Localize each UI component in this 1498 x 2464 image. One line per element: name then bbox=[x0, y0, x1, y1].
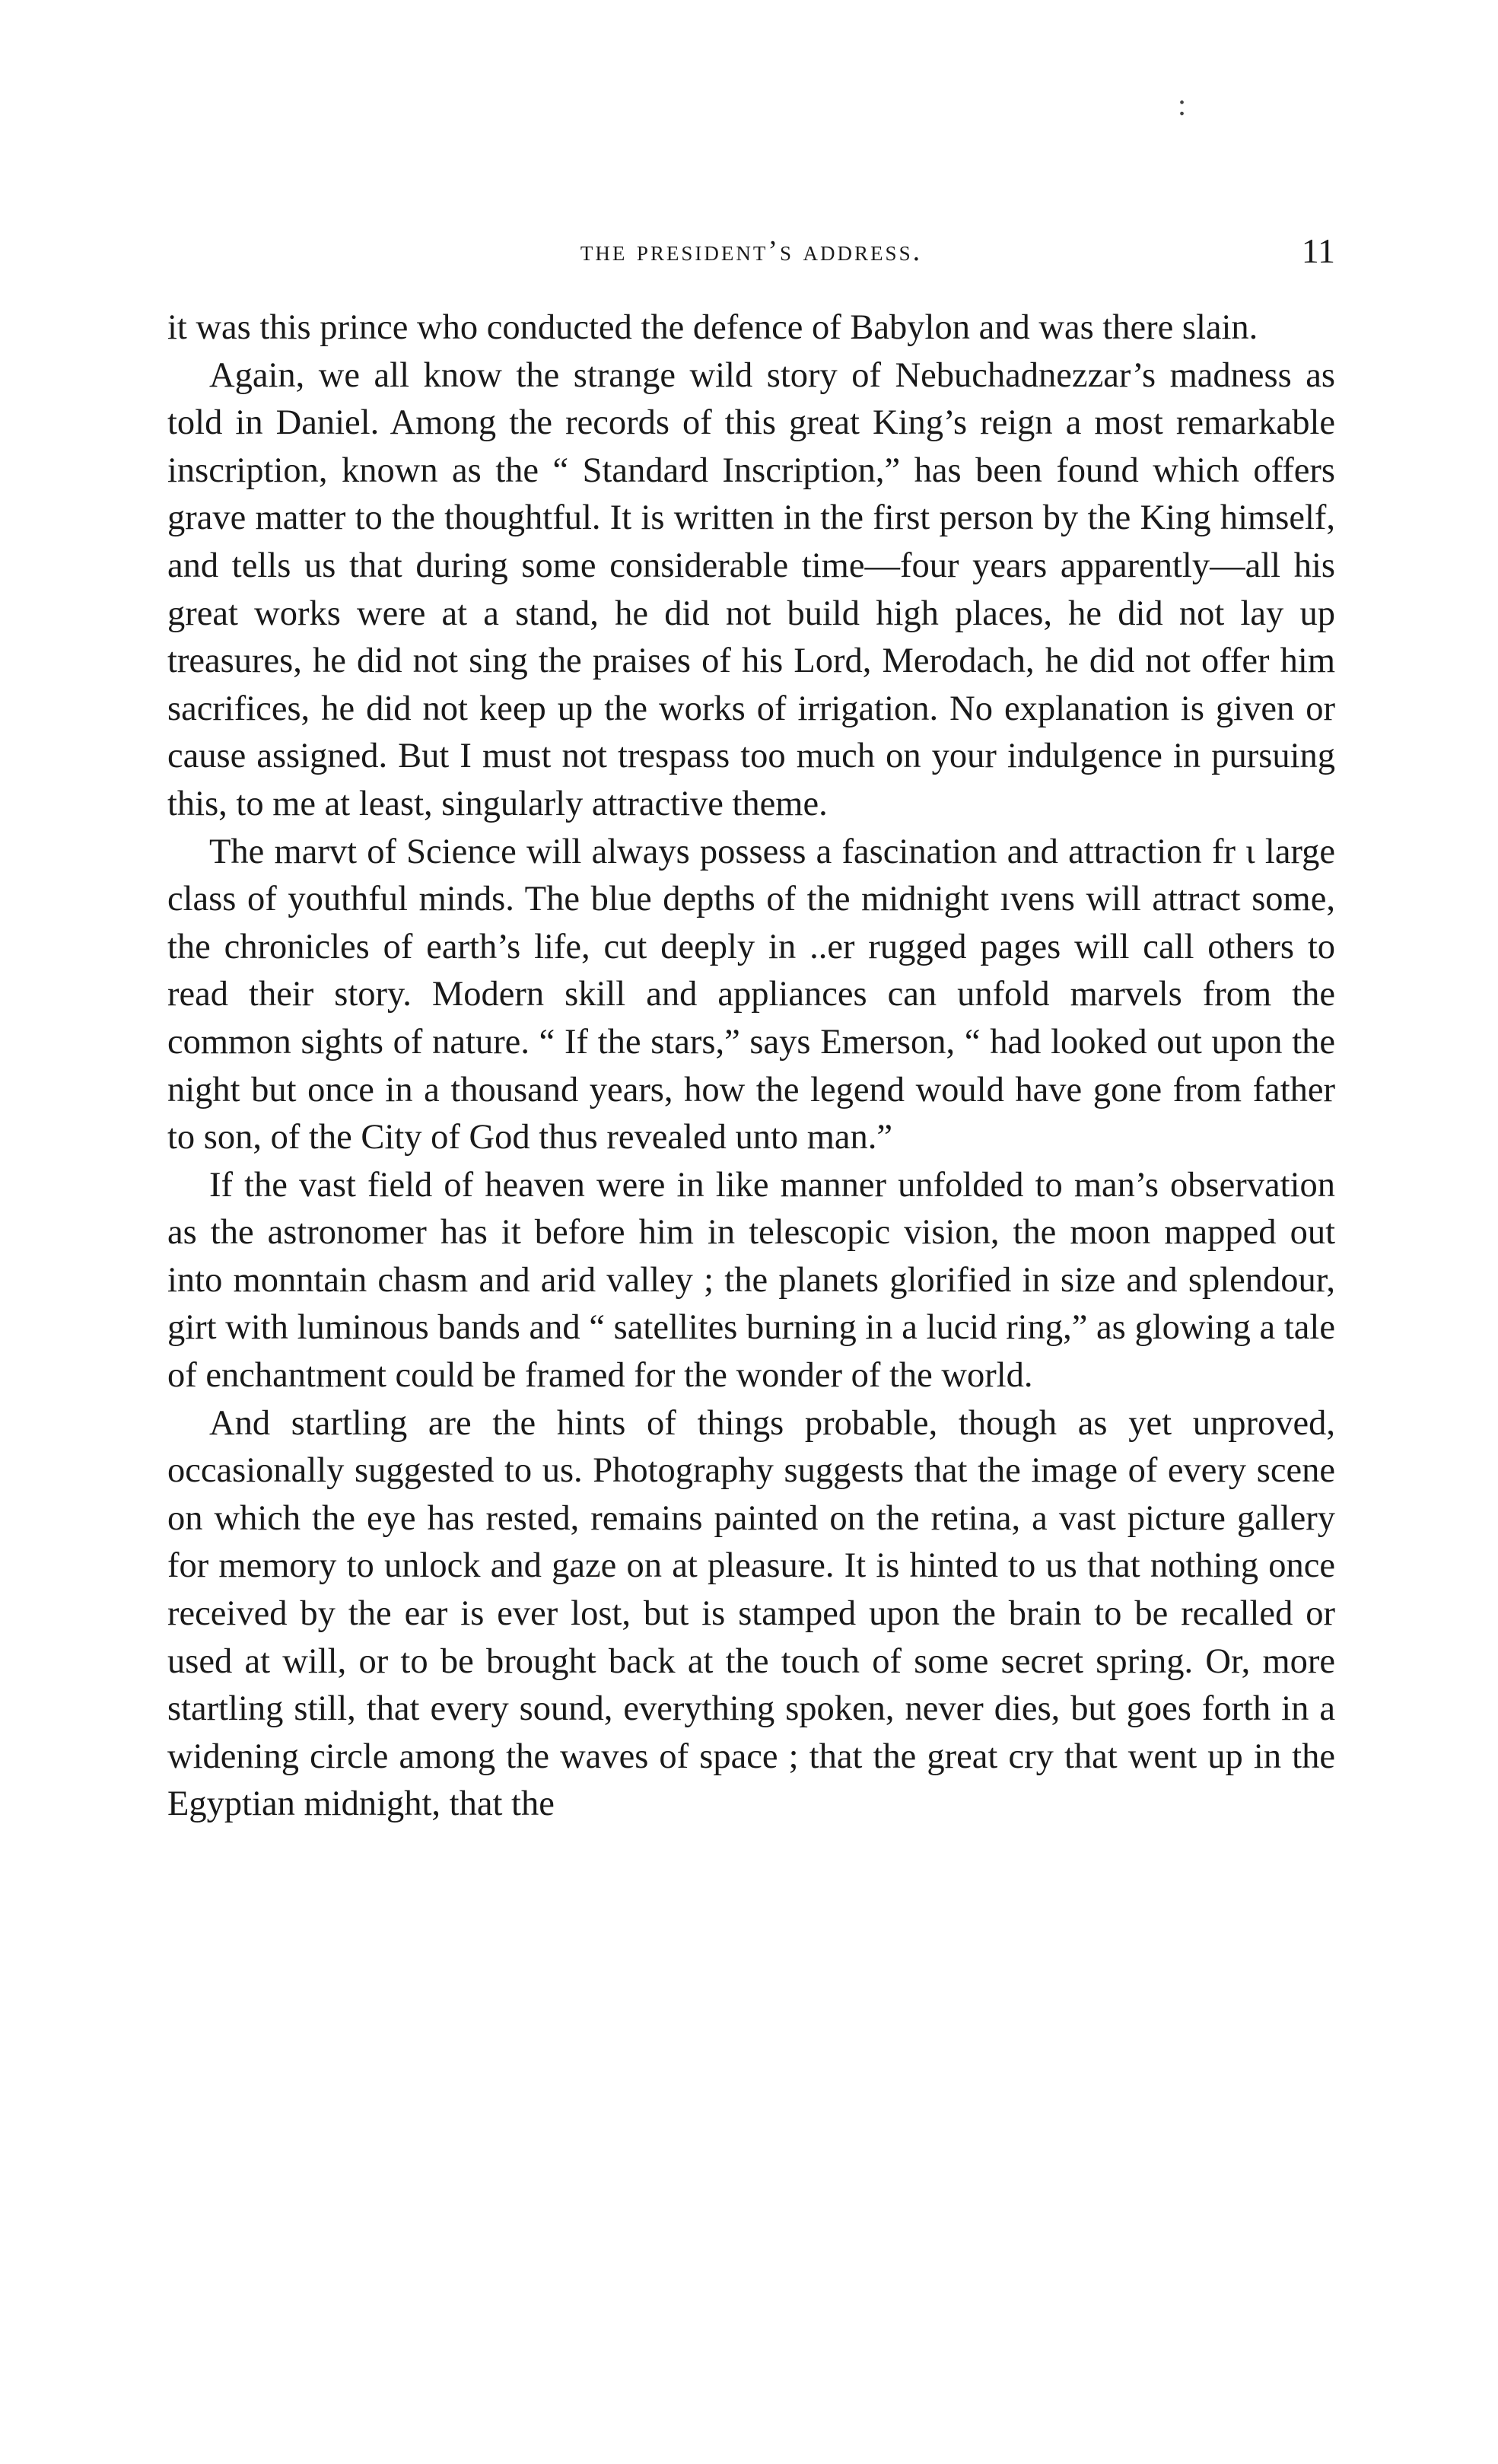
paragraph: Again, we all know the strange wild story of Nebuchadnezzar’s madness as told in Daniel. Among the records of this great King’s reign a most remarkable inscription, known as the “ Standard Inscription,” has been found which offers grave matter to the thoughtful. It is written in the first person by the King himself, and tells us that during some considerable time—four years apparently—all his great works were at a stand, he did not build high places, he did not lay up treasures, he did not sing the praises of his Lord, Merodach, he did not offer him sacrifices, he did not keep up the works of irrigation. No explanation is given or cause assigned. But I must not trespass too much on your indulgence in pursuing this, to me at least, singularly attractive theme. bbox=[167, 355, 1335, 823]
running-title: the president’s address. bbox=[580, 235, 923, 267]
paragraph-continuation: it was this prince who conducted the defence of Babylon and was there slain. bbox=[167, 308, 1258, 347]
body-text bbox=[167, 304, 1335, 1829]
paragraph: The marvt of Science will always possess a fascination and attraction fr ι large class of youthful minds. The blue depths of the midnight ıvens will attract some, the chronicles of earth’s life, cut deeply in ..er rugged pages will call others to read their story. Modern skill and appliances can unfold marvels from the common sights of nature. “ If the stars,” says Emerson, “ had looked out upon the night but once in a thousand years, how the legend would have gone from father to son, of the City of God thus revealed unto man.” bbox=[167, 832, 1335, 1157]
stray-mark: : bbox=[1178, 88, 1187, 122]
running-head bbox=[167, 228, 1335, 274]
page-number: 11 bbox=[1301, 231, 1335, 270]
paragraph: If the vast field of heaven were in like manner unfolded to man’s observation as the astronomer has it before him in telescopic vision, the moon mapped out into monntain chasm and arid valley ; the planets glorified in size and splendour, girt with luminous bands and “ satellites burning in a lucid ring,” as glowing a tale of enchantment could be framed for the wonder of the world. bbox=[167, 1165, 1335, 1396]
paragraph: And startling are the hints of things probable, though as yet unproved, occasionally suggested to us. Photography suggests that the image of every scene on which the eye has rested, remains painted on the retina, a vast picture gallery for memory to unlock and gaze on at pleasure. It is hinted to us that nothing once received by the ear is ever lost, but is stamped upon the brain to be recalled or used at will, or to be brought back at the touch of some secret spring. Or, more startling still, that every sound, everything spoken, never dies, but goes forth in a widening circle among the waves of space ; that the great cry that went up in the Egyptian midnight, that the bbox=[167, 1403, 1335, 1824]
